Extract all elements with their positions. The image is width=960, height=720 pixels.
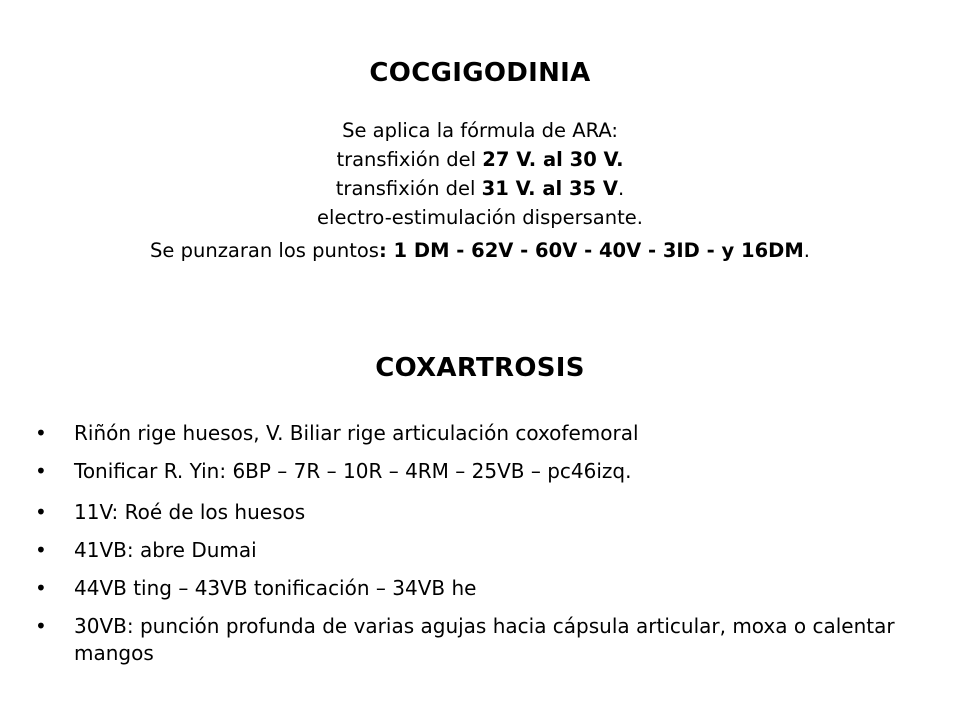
list-item-text: Tonificar R. Yin: 6BP – 7R – 10R – 4RM – 25VB – pc46izq. xyxy=(74,459,632,483)
bullet-icon: • xyxy=(35,459,47,483)
formula-intro-line xyxy=(0,116,960,145)
bullet-icon: • xyxy=(35,500,47,524)
list-item-text: 30VB: punción profunda de varias agujas hacia cápsula articular, moxa o calentar mangos xyxy=(74,614,895,665)
bullet-icon: • xyxy=(35,576,47,600)
list-item xyxy=(32,458,922,485)
list-item xyxy=(32,613,922,667)
line-bold-text: 27 V. al 30 V. xyxy=(482,148,624,171)
transfixion-line-1 xyxy=(0,145,960,174)
line-suffix: . xyxy=(618,177,625,200)
puntos-line xyxy=(0,236,960,265)
line-bold-text: 31 V. al 35 V xyxy=(481,177,618,200)
section-title-coccigodinia: COCGIGODINIA xyxy=(369,58,591,88)
line-text: Se punzaran los puntos xyxy=(150,239,379,262)
bullet-icon: • xyxy=(35,538,47,562)
list-item xyxy=(32,537,922,564)
list-item-text: Riñón rige huesos, V. Biliar rige articulación coxofemoral xyxy=(74,421,639,445)
line-text: transfixión del xyxy=(335,177,482,200)
bullet-icon: • xyxy=(35,614,47,638)
list-item-text: 41VB: abre Dumai xyxy=(74,538,257,562)
bullet-icon: • xyxy=(35,421,47,445)
section-title-coxartrosis: COXARTROSIS xyxy=(375,353,585,383)
electro-line xyxy=(0,203,960,232)
list-item xyxy=(32,575,922,602)
list-item xyxy=(32,499,922,526)
list-item xyxy=(32,420,922,447)
line-text: electro-estimulación dispersante. xyxy=(317,206,643,229)
line-bold-text: : 1 DM - 62V - 60V - 40V - 3ID - y 16DM xyxy=(378,239,804,262)
list-item-text: 11V: Roé de los huesos xyxy=(74,500,306,524)
list-item-text: 44VB ting – 43VB tonificación – 34VB he xyxy=(74,576,477,600)
line-suffix: . xyxy=(803,239,810,262)
line-text: transfixión del xyxy=(336,148,483,171)
coxartrosis-bullet-list xyxy=(32,420,922,678)
line-text: Se aplica la fórmula de ARA: xyxy=(342,119,618,142)
transfixion-line-2 xyxy=(0,174,960,203)
coccigodinia-text-block xyxy=(0,116,960,265)
